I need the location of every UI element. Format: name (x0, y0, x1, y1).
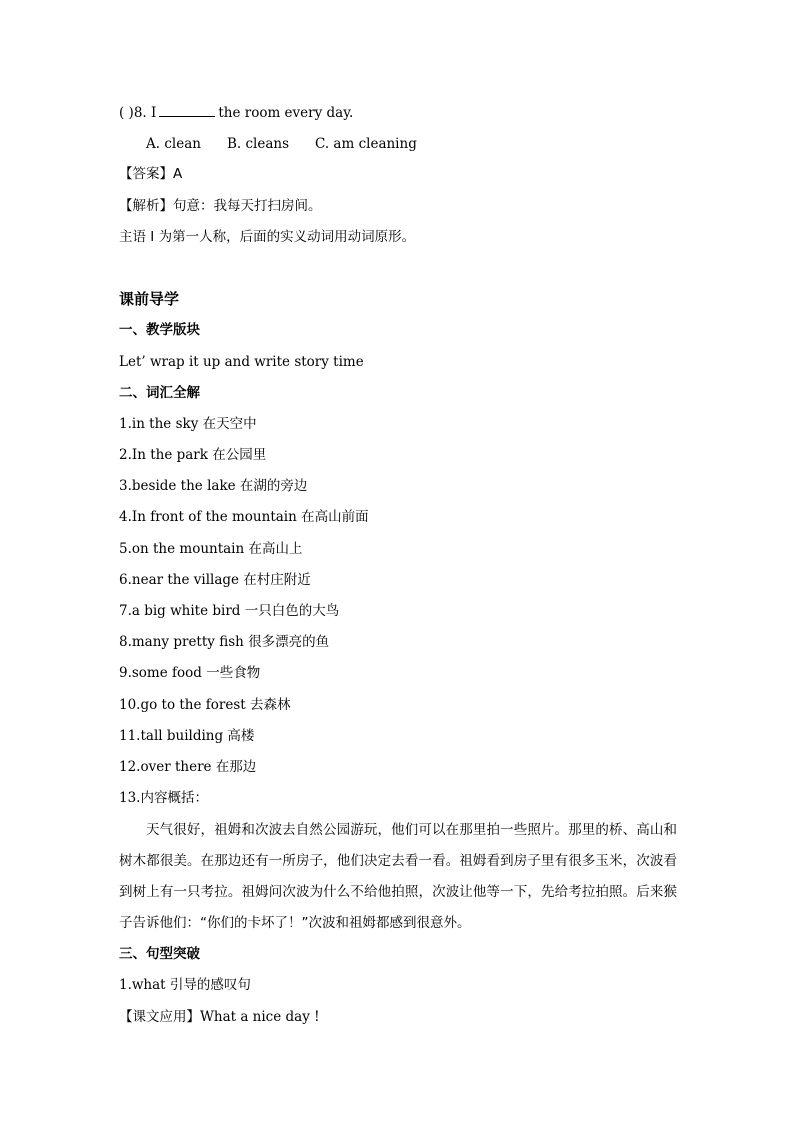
vocab-item-2: 2.In the park 在公园里 (119, 447, 267, 463)
vocab-item-9: 9.some food 一些食物 (119, 665, 261, 681)
part1-title: 一、教学版块 (119, 322, 200, 338)
option-c: C. am cleaning (315, 136, 417, 152)
part3-title: 三、句型突破 (119, 946, 200, 962)
fill-blank (159, 104, 215, 117)
option-a: A. clean (146, 136, 201, 152)
vocab-item-8: 8.many pretty fish 很多漂亮的鱼 (119, 634, 330, 650)
part1-text: Let’ wrap it up and write story time (119, 354, 364, 370)
vocab-item-7: 7.a big white bird 一只白色的大鸟 (119, 603, 340, 619)
question-8-stem (119, 104, 353, 122)
sentence-pattern-item-1: 1.what 引导的感叹句 (119, 977, 251, 993)
vocab-item-1: 1.in the sky 在天空中 (119, 416, 257, 432)
option-b: B. cleans (226, 136, 289, 152)
question-8-post: the room every day. (218, 105, 354, 121)
question-8-options (146, 135, 443, 153)
vocab-item-5: 5.on the mountain 在高山上 (119, 541, 303, 557)
vocab-item-11: 11.tall building 高楼 (119, 728, 255, 744)
analysis-note: 主语 I 为第一人称，后面的实义动词用动词原形。 (119, 229, 416, 245)
vocab-item-10: 10.go to the forest 去森林 (119, 697, 291, 713)
text-application: 【课文应用】What a nice day ! (119, 1009, 320, 1025)
vocab-item-4: 4.In front of the mountain 在高山前面 (119, 509, 369, 525)
answer-paren: ( ) (119, 105, 134, 121)
answer-line: 【答案】A (119, 166, 183, 182)
vocab-item-12: 12.over there 在那边 (119, 759, 257, 775)
analysis-line: 【解析】句意：我每天打扫房间。 (119, 198, 322, 214)
summary-paragraph: 天气很好，祖姆和次波去自然公园游玩，他们可以在那里拍一些照片。那里的桥、高山和树木都很美。在那边还有一所房子，他们决定去看一看。祖姆看到房子里有很多玉米，次波看到树上有一只考拉。祖姆问次波为什么不给他拍照，次波让他等一下，先给考拉拍照。后来猴子告诉他们：“你们的卡坏了！”次波和祖姆都感到很意外。 (119, 822, 677, 931)
vocab-item-13: 13.内容概括： (119, 790, 208, 806)
vocab-item-3: 3.beside the lake 在湖的旁边 (119, 478, 308, 494)
part2-title: 二、词汇全解 (119, 385, 200, 401)
vocab-item-6: 6.near the village 在村庄附近 (119, 572, 311, 588)
section-title: 课前导学 (119, 290, 180, 308)
question-8-pre: 8. I (133, 105, 157, 121)
